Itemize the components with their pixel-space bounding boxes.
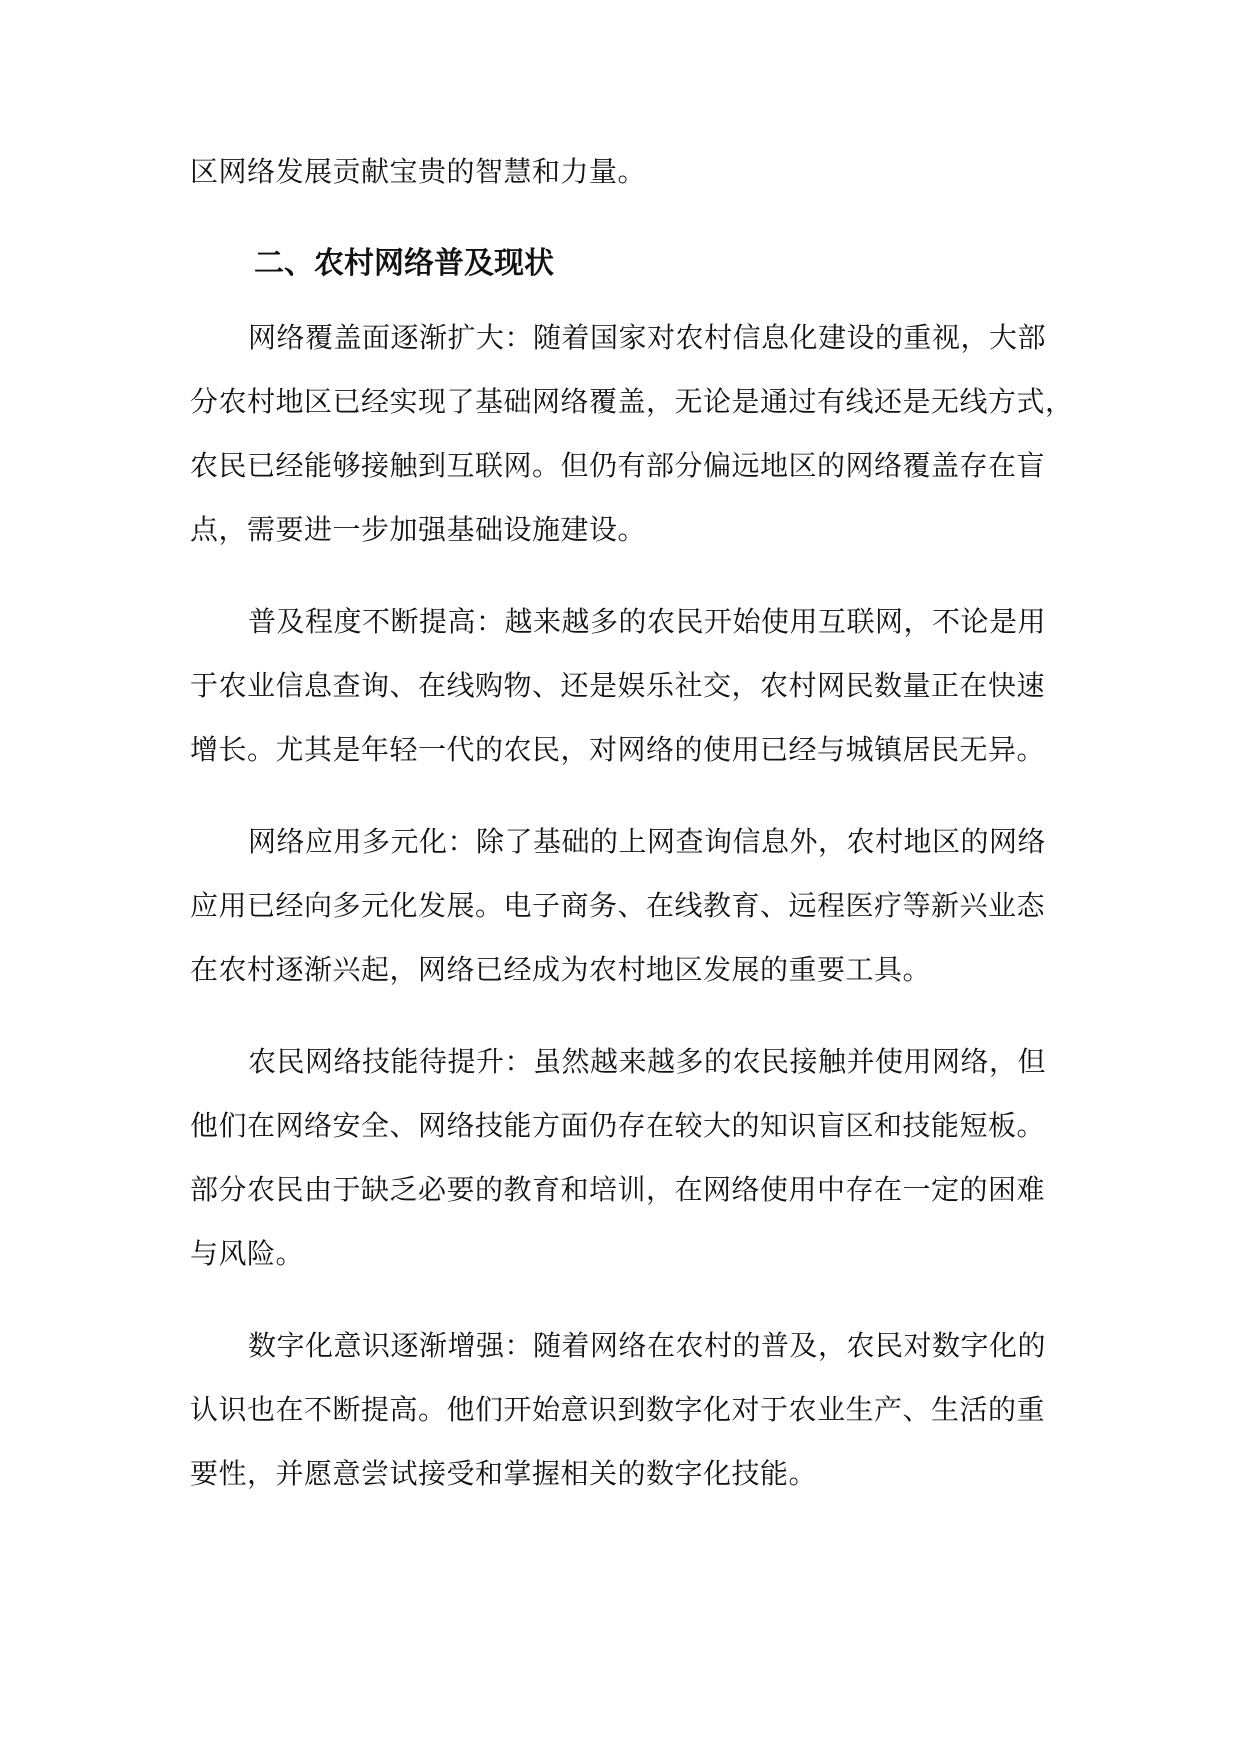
continuation-line: 区网络发展贡献宝贵的智慧和力量。 xyxy=(190,155,647,188)
paragraph-applications xyxy=(190,810,1060,1002)
paragraph-skills xyxy=(190,1030,1060,1286)
paragraph-line: 增长。尤其是年轻一代的农民，对网络的使用已经与城镇居民无异。 xyxy=(190,733,1046,766)
paragraph-line: 网络覆盖面逐渐扩大：随着国家对农村信息化建设的重视，大部 xyxy=(248,321,1047,354)
paragraph-line: 数字化意识逐渐增强：随着网络在农村的普及，农民对数字化的 xyxy=(248,1329,1047,1362)
paragraph-line: 与风险。 xyxy=(190,1237,305,1270)
paragraph-line: 于农业信息查询、在线购物、还是娱乐社交，农村网民数量正在快速 xyxy=(190,669,1046,702)
paragraph-line: 农民已经能够接触到互联网。但仍有部分偏远地区的网络覆盖存在盲 xyxy=(190,449,1046,482)
paragraph-line: 要性，并愿意尝试接受和掌握相关的数字化技能。 xyxy=(190,1457,818,1490)
paragraph-coverage xyxy=(190,306,1074,562)
paragraph-line: 分农村地区已经实现了基础网络覆盖，无论是通过有线还是无线方式， xyxy=(190,385,1074,418)
document-body xyxy=(190,140,1074,1534)
paragraph-line: 网络应用多元化：除了基础的上网查询信息外，农村地区的网络 xyxy=(248,825,1047,858)
paragraph-line: 他们在网络安全、网络技能方面仍存在较大的知识盲区和技能短板。 xyxy=(190,1109,1046,1142)
section-heading: 二、农村网络普及现状 xyxy=(254,246,554,281)
paragraph-line: 在农村逐渐兴起，网络已经成为农村地区发展的重要工具。 xyxy=(190,953,932,986)
paragraph-penetration xyxy=(190,590,1060,782)
paragraph-line: 农民网络技能待提升：虽然越来越多的农民接触并使用网络，但 xyxy=(248,1045,1047,1078)
paragraph-line: 部分农民由于缺乏必要的教育和培训，在网络使用中存在一定的困难 xyxy=(190,1173,1046,1206)
paragraph-line: 应用已经向多元化发展。电子商务、在线教育、远程医疗等新兴业态 xyxy=(190,889,1046,922)
paragraph-line: 普及程度不断提高：越来越多的农民开始使用互联网，不论是用 xyxy=(248,605,1047,638)
paragraph-line: 点，需要进一步加强基础设施建设。 xyxy=(190,513,647,546)
paragraph-digital-awareness xyxy=(190,1314,1060,1506)
paragraph-line: 认识也在不断提高。他们开始意识到数字化对于农业生产、生活的重 xyxy=(190,1393,1046,1426)
